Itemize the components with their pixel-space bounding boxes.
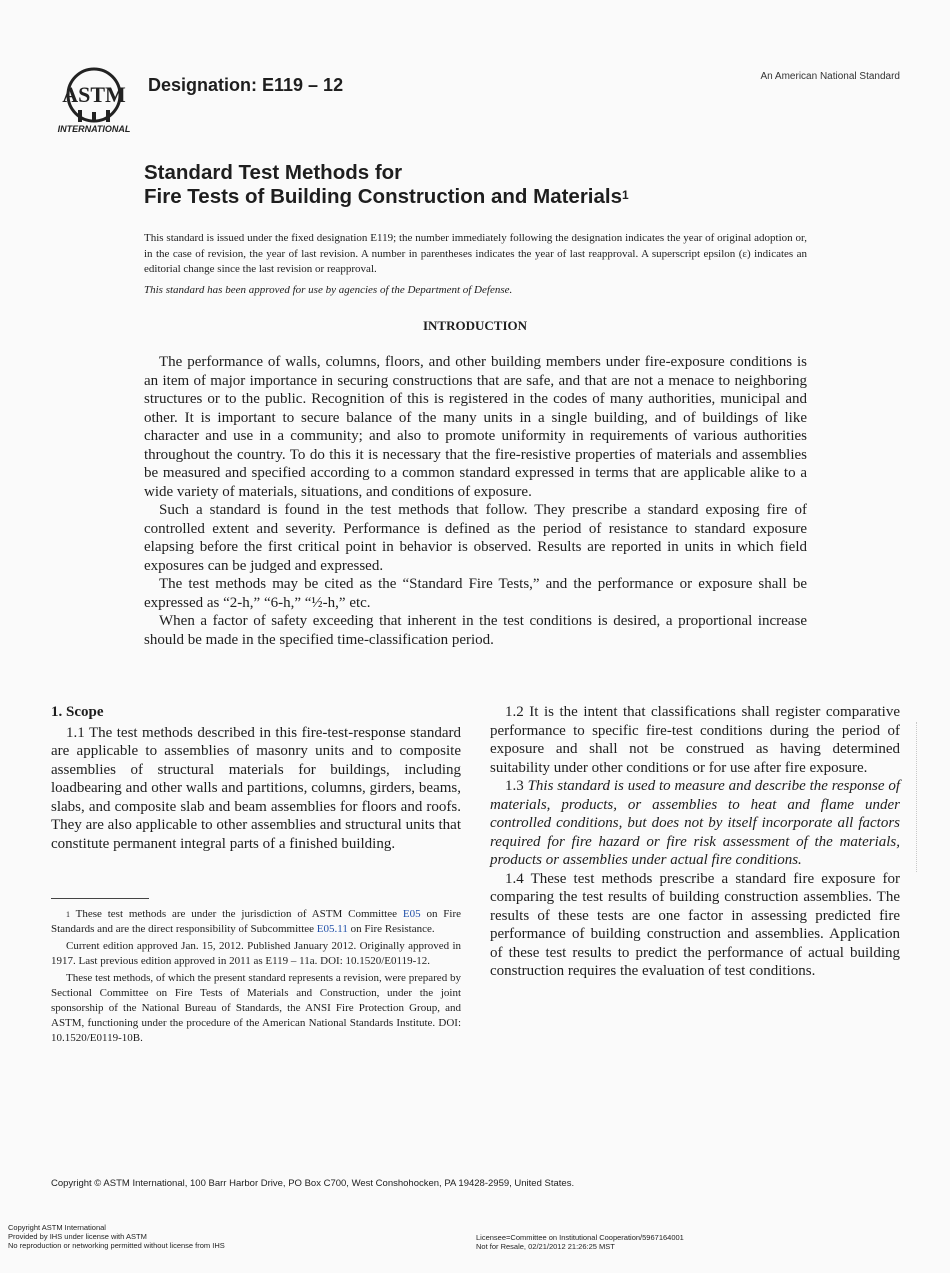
title-line-2-text: Fire Tests of Building Construction and Materials [144, 185, 622, 208]
intro-paragraph: Such a standard is found in the test methods that follow. They prescribe a standard exposing fire of controlled extent and severity. Performance is defined as the period of resistance to standard exposure elapsing before the first critical point in behavior is observed. Results are reported in units in which field exposures can be judged and expressed. [144, 502, 807, 574]
title-line-2 [144, 185, 629, 209]
license-right-line: Licensee=Committee on Institutional Cooperation/5967164001 [476, 1233, 684, 1242]
license-right [476, 1233, 684, 1251]
footnote-1-text-b: on Fire Standards and are the direct responsibility of Subcommittee [51, 908, 461, 935]
license-left-line: Copyright ASTM International [8, 1223, 106, 1232]
subcommittee-e05-11-link[interactable]: E05.11 [316, 923, 348, 935]
designation-notice: This standard is issued under the fixed designation E119; the number immediately following the designation indicates the year of original adoption or, in the case of revision, the year of last revision. A number in parentheses indicates the year of last reapproval. A superscript epsilon (ε) indicates an editorial change since the last revision or reapproval. [144, 232, 807, 275]
document-title [144, 161, 629, 209]
scope-heading: 1. Scope [51, 704, 104, 720]
committee-e05-link[interactable]: E05 [402, 908, 421, 920]
right-column [490, 703, 900, 981]
footnote-1 [51, 907, 461, 937]
title-footnote-mark: 1 [622, 188, 629, 202]
scope-1-3-text: This standard is used to measure and describe the response of materials, products, or assemblies to heat and flame under controlled conditions, but does not by itself incorporate all factors required for fire hazard or fire risk assessment of the materials, products or assemblies under actual fire conditions. [490, 778, 900, 868]
scope-1-3-number: 1.3 [505, 778, 524, 794]
current-edition-note: Current edition approved Jan. 15, 2012. Published January 2012. Originally approved in 1917. Last previous edition approved in 2011 as E119 – 11a. DOI: 10.1520/E0119-12. [51, 940, 461, 967]
scope-1-3 [490, 777, 900, 870]
license-left [8, 1223, 225, 1250]
footnote-1-text-a: These test methods are under the jurisdiction of ASTM Committee [75, 908, 398, 920]
scope-1-2: 1.2 It is the intent that classifications shall register comparative performance to specific fire-test conditions during the period of exposure and shall not be construed as having determined suitability under other conditions or for use after fire exposure. [490, 704, 900, 776]
license-right-line: Not for Resale, 02/21/2012 21:26:25 MST [476, 1242, 615, 1251]
footnote-1-mark: 1 [66, 910, 70, 919]
title-line-1: Standard Test Methods for [144, 161, 403, 184]
revision-note: These test methods, of which the present standard represents a revision, were prepared by Sectional Committee on Fire Tests of Materials and Construction, under the joint sponsorship of the National Bureau of Standards, the ANSI Fire Protection Group, and ASTM, functioning under the procedure of the American National Standards Institute. DOI: 10.1520/E0119-10B. [51, 972, 461, 1044]
footnotes [51, 907, 461, 1048]
footnote-1-text-c: on Fire Resistance. [350, 923, 435, 935]
logo-subtext: INTERNATIONAL [57, 124, 131, 134]
designation: Designation: E119 – 12 [148, 75, 344, 95]
footnote-divider [51, 898, 149, 899]
american-national-standard: An American National Standard [760, 71, 900, 82]
dod-approval-note: This standard has been approved for use by agencies of the Department of Defense. [144, 284, 513, 296]
scope-1-4: 1.4 These test methods prescribe a standard fire exposure for comparing the test results of building construction assemblies. The results of these tests are one factor in assessing predicted fire performance of building construction and assemblies. Application of these test results to predict the performance of actual building construction requires the evaluation of test conditions. [490, 870, 900, 979]
scope-1-1: 1.1 The test methods described in this fire-test-response standard are applicable to assemblies of masonry units and to composite assemblies of structural materials for buildings, including loadbearing and other walls and partitions, columns, girders, beams, slabs, and composite slab and beam assemblies for floors and roofs. They are also applicable to other assemblies and structural units that constitute permanent integral parts of a finished building. [51, 724, 461, 852]
license-left-line: No reproduction or networking permitted without license from IHS [8, 1241, 225, 1250]
license-left-line: Provided by IHS under license with ASTM [8, 1232, 147, 1241]
astm-logo [52, 62, 136, 138]
copyright-line: Copyright © ASTM International, 100 Barr Harbor Drive, PO Box C700, West Conshohocken, PA 19428-2959, United States. [51, 1178, 575, 1189]
margin-dots [916, 722, 921, 872]
introduction-body [144, 353, 807, 649]
intro-paragraph: When a factor of safety exceeding that inherent in the test conditions is desired, a proportional increase should be made in the specified time-classification period. [144, 613, 807, 648]
intro-paragraph: The test methods may be cited as the “Standard Fire Tests,” and the performance or exposure shall be expressed as “2-h,” “6-h,” “½-h,” etc. [144, 576, 807, 611]
left-column [51, 703, 461, 853]
intro-paragraph: The performance of walls, columns, floors, and other building members under fire-exposure conditions is an item of major importance in securing constructions that are safe, and that are not a menace to neighboring structures or to the public. Recognition of this is registered in the codes of many authorities, municipal and other. It is important to secure balance of the many units in a single building, and of buildings of like character and use in a community; and also to promote uniformity in requirements of various authorities throughout the country. To do this it is necessary that the fire-resistive properties of materials and assemblies be measured and specified according to a common standard expressed in terms that are applicable alike to a wide variety of materials, situations, and conditions of exposure. [144, 354, 807, 500]
introduction-heading: INTRODUCTION [422, 318, 527, 333]
logo-text: ASTM [62, 82, 126, 107]
